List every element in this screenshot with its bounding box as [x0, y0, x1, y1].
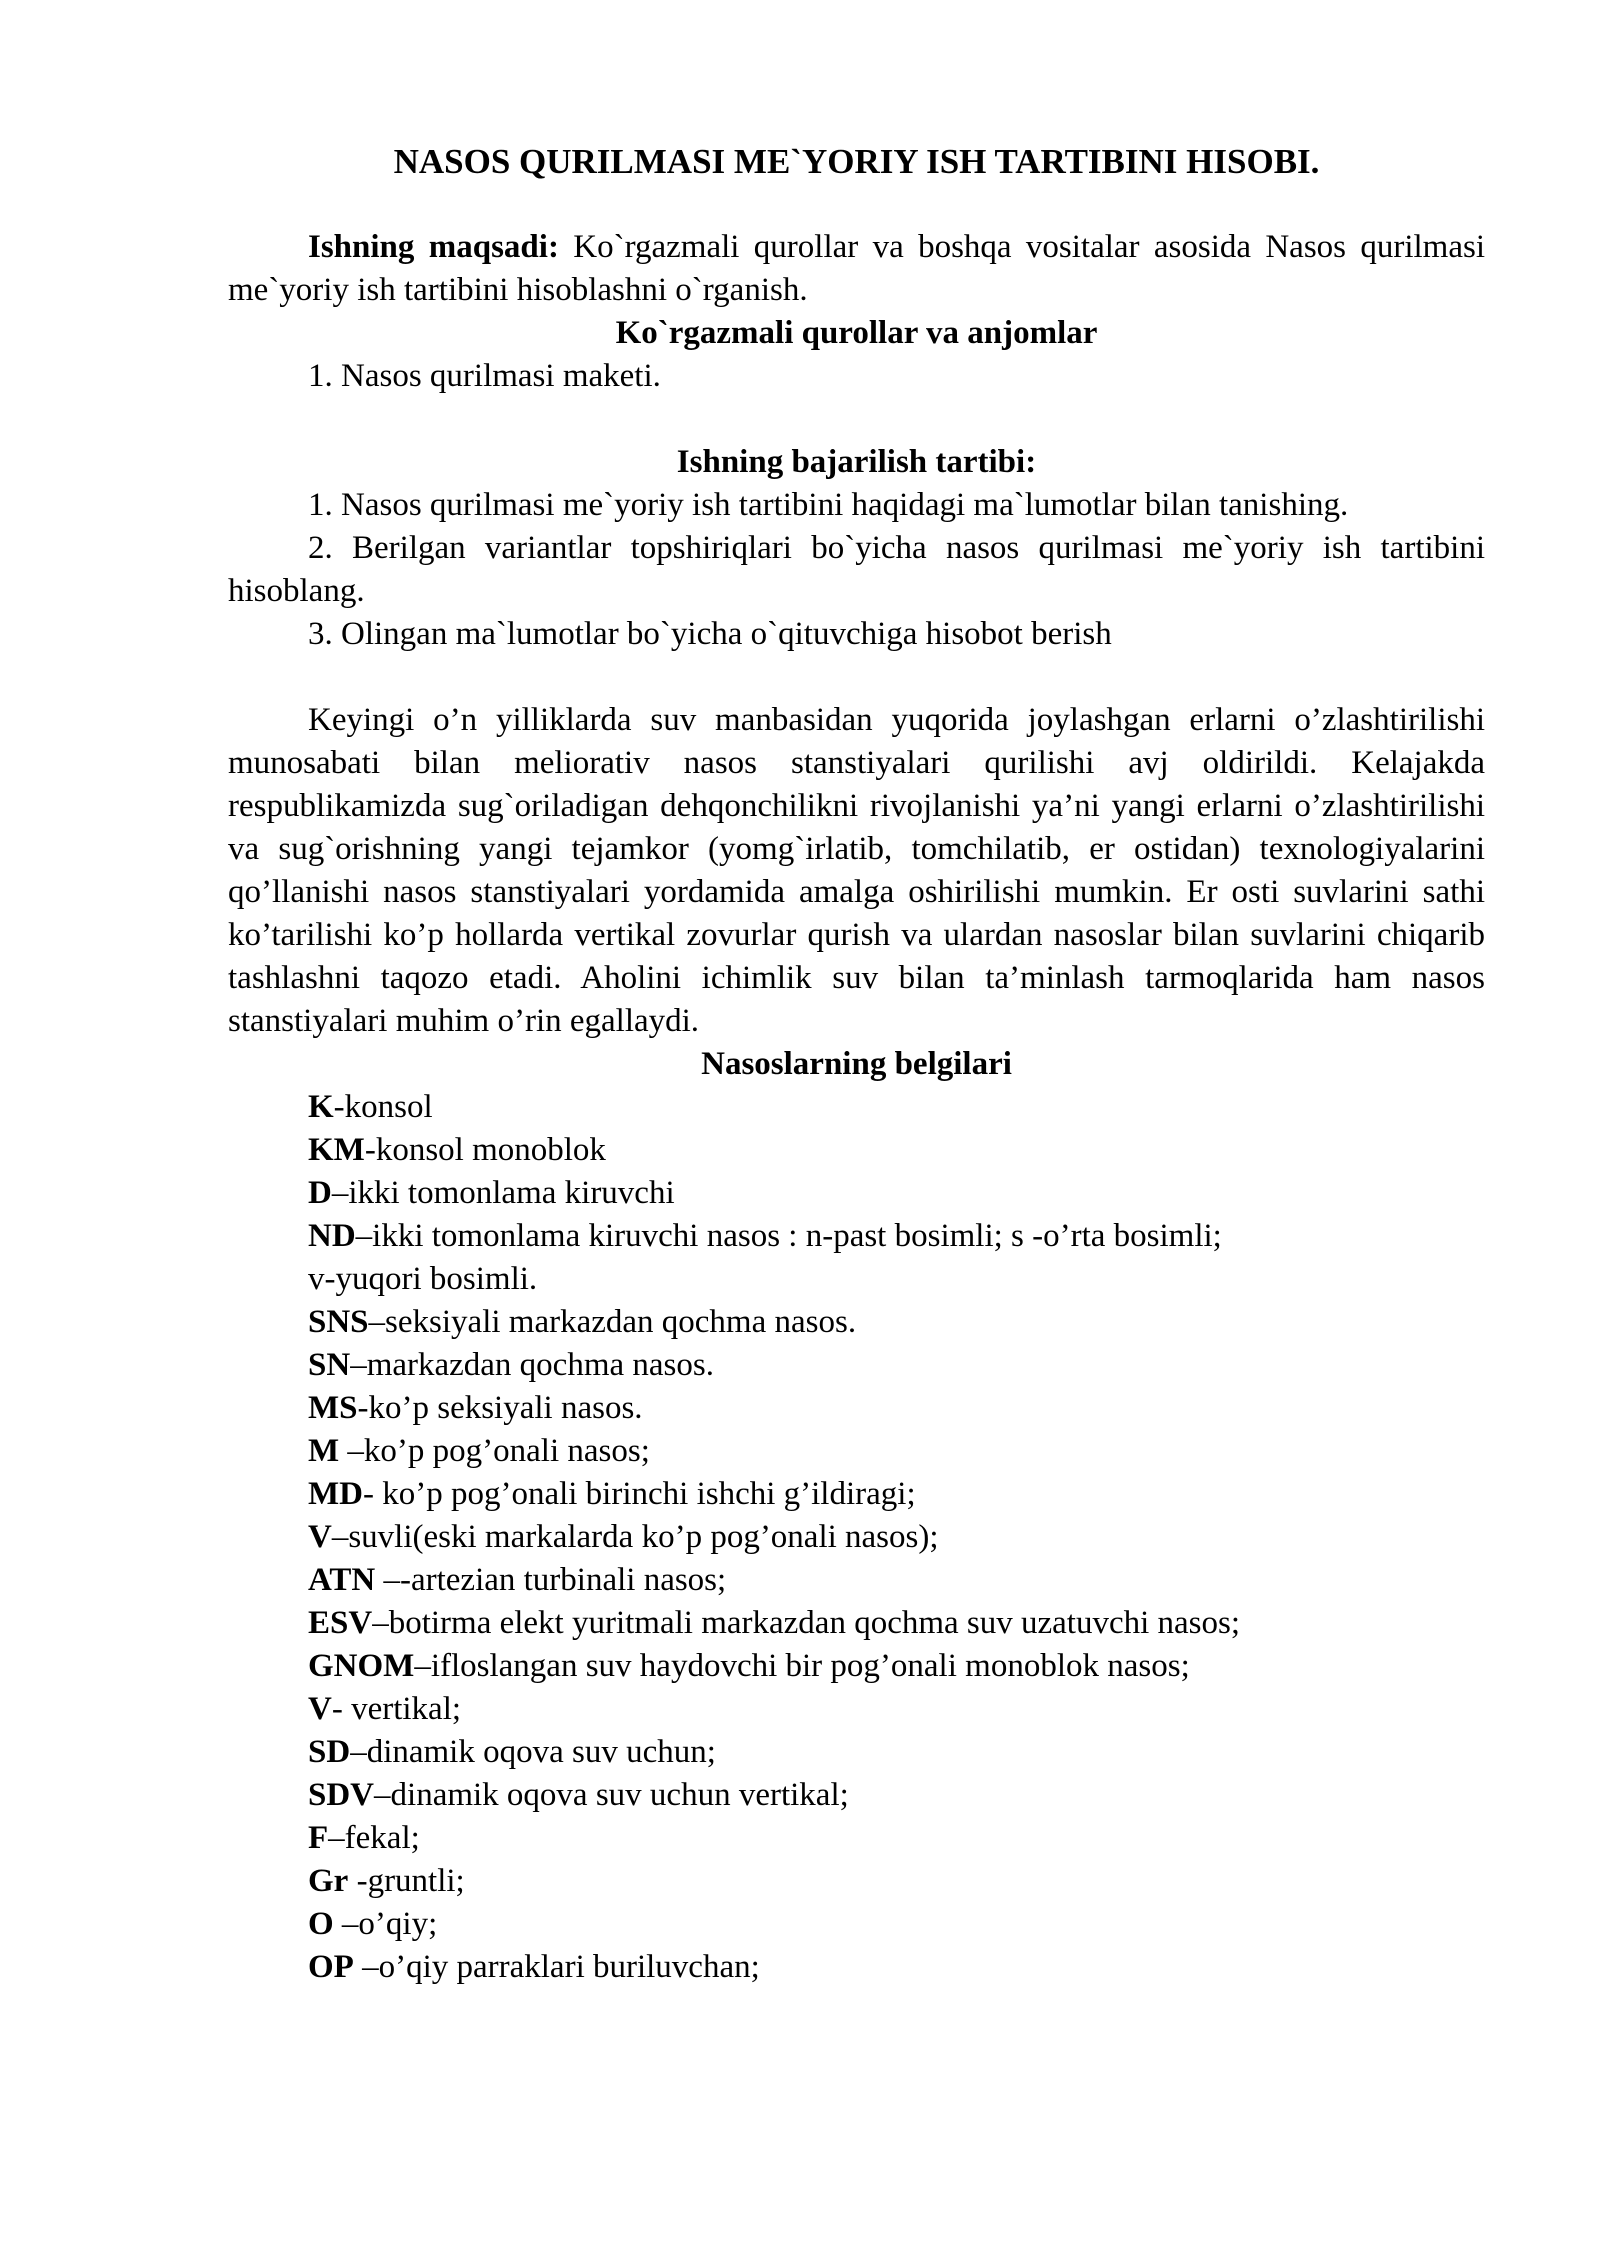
- mark-text: –ifloslangan suv haydovchi bir pog’onali monoblok nasos;: [414, 1648, 1190, 1684]
- mark-text: –seksiyali markazdan qochma nasos.: [368, 1304, 857, 1340]
- mark-text: –ikki tomonlama kiruvchi nasos : n-past bosimli; s -o’rta bosimli;: [355, 1218, 1222, 1254]
- mark-code: OP: [308, 1949, 354, 1985]
- section-heading-tools: Ko`rgazmali qurollar va anjomlar: [615, 315, 1098, 351]
- mark-text: –ikki tomonlama kiruvchi: [331, 1175, 675, 1211]
- pump-mark-item: [228, 1903, 1485, 1946]
- section-heading-order: Ishning bajarilish tartibi:: [676, 444, 1037, 480]
- pump-mark-item: [228, 1817, 1485, 1860]
- mark-text: –botirma elekt yuritmali markazdan qochma suv uzatuvchi nasos;: [372, 1605, 1241, 1641]
- pump-mark-item: [228, 1860, 1485, 1903]
- pump-mark-item: [228, 1774, 1485, 1817]
- document-title: NASOS QURILMASI ME`YORIY ISH TARTIBINI HISOBI.: [393, 142, 1320, 181]
- mark-text: –markazdan qochma nasos.: [350, 1347, 714, 1383]
- mark-text: -konsol: [333, 1089, 433, 1125]
- mark-text: –o’qiy;: [333, 1906, 438, 1942]
- mark-text: -gruntli;: [348, 1863, 465, 1899]
- pump-mark-item: [228, 1602, 1485, 1645]
- mark-code: ATN: [308, 1562, 376, 1598]
- mark-text: –dinamik oqova suv uchun;: [350, 1734, 716, 1770]
- pump-mark-item: [228, 1473, 1485, 1516]
- pump-mark-item: [228, 1344, 1485, 1387]
- mark-code: D: [308, 1175, 332, 1211]
- pump-mark-item: [228, 1946, 1485, 1989]
- mark-code: SN: [308, 1347, 351, 1383]
- mark-text: –-artezian turbinali nasos;: [375, 1562, 727, 1598]
- pump-mark-item: [228, 1215, 1485, 1258]
- document-content: [228, 140, 1485, 1989]
- purpose-paragraph: [228, 226, 1485, 312]
- mark-code: SD: [308, 1734, 351, 1770]
- pump-mark-item: [228, 1731, 1485, 1774]
- mark-text: –o’qiy parraklari buriluvchan;: [353, 1949, 760, 1985]
- mark-text: –dinamik oqova suv uchun vertikal;: [374, 1777, 849, 1813]
- mark-text: -ko’p seksiyali nasos.: [357, 1390, 643, 1426]
- pump-mark-item: [228, 1301, 1485, 1344]
- mark-code: ND: [308, 1218, 356, 1254]
- pump-mark-item: [228, 1172, 1485, 1215]
- mark-text: - vertikal;: [331, 1691, 462, 1727]
- pump-mark-item: [228, 1387, 1485, 1430]
- section-heading-marks: Nasoslarning belgilari: [701, 1046, 1012, 1082]
- mark-code: Gr: [308, 1863, 349, 1899]
- mark-text: –fekal;: [328, 1820, 420, 1856]
- blank-line: [228, 656, 1485, 699]
- mark-code: M: [308, 1433, 340, 1469]
- purpose-label: Ishning maqsadi:: [308, 229, 559, 265]
- pump-mark-item: [228, 1129, 1485, 1172]
- tools-list-item: 1. Nasos qurilmasi maketi.: [308, 358, 661, 394]
- pump-mark-item: [228, 1645, 1485, 1688]
- order-step-1: 1. Nasos qurilmasi me`yoriy ish tartibini haqidagi ma`lumotlar bilan tanishing.: [308, 487, 1349, 523]
- mark-text: - ko’p pog’onali birinchi ishchi g’ildiragi;: [362, 1476, 916, 1512]
- pump-mark-item: [228, 1688, 1485, 1731]
- mark-text: -konsol monoblok: [364, 1132, 606, 1168]
- order-step-2: 2. Berilgan variantlar topshiriqlari bo`yicha nasos qurilmasi me`yoriy ish tartibini hisoblang.: [228, 530, 1485, 609]
- pump-mark-item: [228, 1559, 1485, 1602]
- intro-paragraph: Keyingi o’n yilliklarda suv manbasidan yuqorida joylashgan erlarni o’zlashtirilishi munosabati bilan meliorativ nasos stanstiyalari qurilishi avj oldirildi. Kelajakda respublikamizda sug`oriladigan dehqonchilikni rivojlanishi ya’ni yangi erlarni o’zlashtirilishi va sug`orishning yangi tejamkor (yomg`irlatib, tomchilatib, er ostidan) texnologiyalarini qo’llanishi nasos stanstiyalari yordamida amalga oshirilishi mumkin. Er osti suvlarini sathi ko’tarilishi ko’p hollarda vertikal zovurlar qurish va ulardan nasoslar bilan suvlarini chiqarib tashlashni taqozo etadi. Aholini ichimlik suv bilan ta’minlash tarmoqlarida ham nasos stanstiyalari muhim o’rin egallaydi.: [228, 702, 1485, 1039]
- mark-code: K: [308, 1089, 334, 1125]
- mark-code: KM: [308, 1132, 365, 1168]
- pump-mark-item: [228, 1516, 1485, 1559]
- mark-code: GNOM: [308, 1648, 415, 1684]
- mark-code: SDV: [308, 1777, 375, 1813]
- pump-mark-item: [228, 1258, 1485, 1301]
- mark-code: O: [308, 1906, 334, 1942]
- mark-code: MS: [308, 1390, 358, 1426]
- mark-text: –ko’p pog’onali nasos;: [339, 1433, 650, 1469]
- mark-code: SNS: [308, 1304, 369, 1340]
- mark-code: F: [308, 1820, 329, 1856]
- order-step-3: 3. Olingan ma`lumotlar bo`yicha o`qituvchiga hisobot berish: [308, 616, 1112, 652]
- mark-text: –suvli(eski markalarda ko’p pog’onali nasos);: [331, 1519, 939, 1555]
- purpose-text: Ko`rgazmali qurollar va boshqa vositalar asosida Nasos qurilmasi me`yoriy ish tartibini hisoblashni o`rganish.: [228, 229, 1485, 308]
- pump-mark-item: [228, 1086, 1485, 1129]
- pump-mark-item: [228, 1430, 1485, 1473]
- mark-code: ESV: [308, 1605, 373, 1641]
- mark-code: MD: [308, 1476, 363, 1512]
- mark-code: V: [308, 1691, 332, 1727]
- mark-text: v-yuqori bosimli.: [308, 1261, 538, 1297]
- mark-code: V: [308, 1519, 332, 1555]
- blank-line: [228, 398, 1485, 441]
